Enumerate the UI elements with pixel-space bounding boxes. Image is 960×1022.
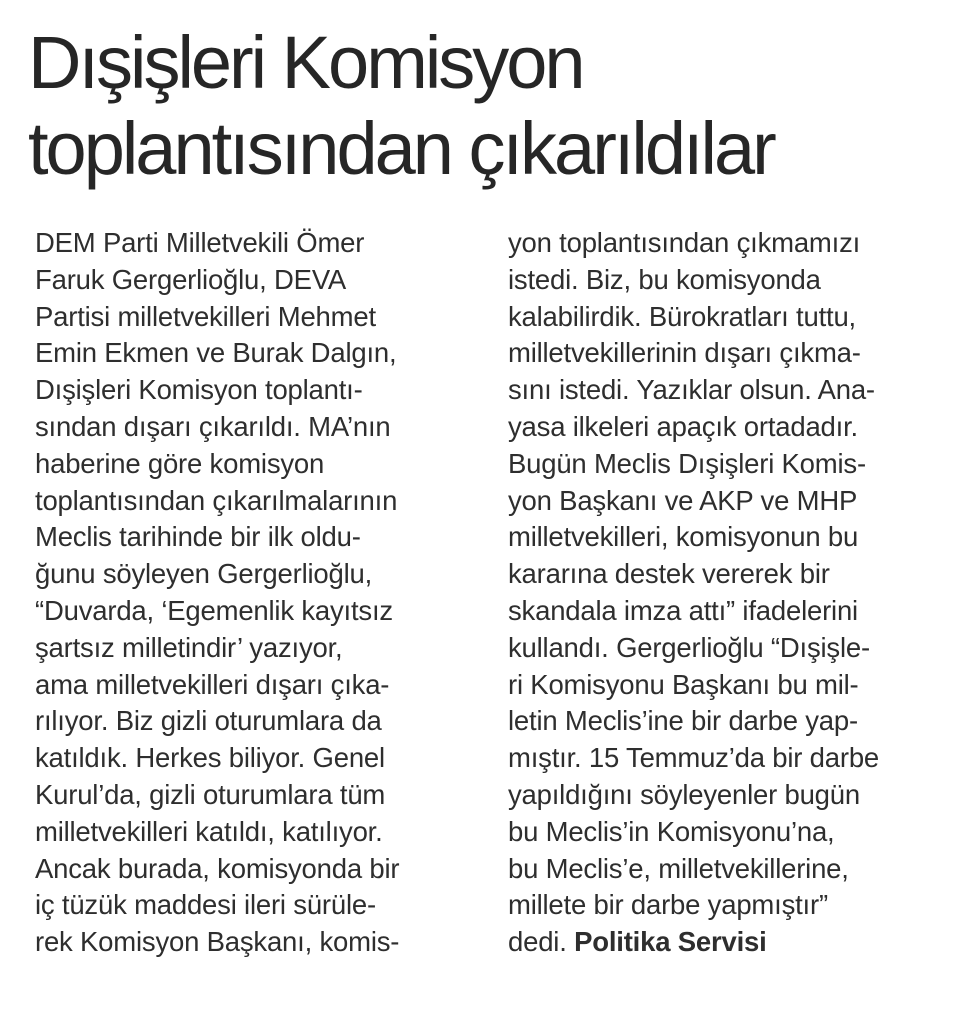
body-line: ğunu söyleyen Gergerlioğlu, — [35, 558, 373, 590]
body-line: skandala imza attı” ifadelerini — [508, 594, 858, 626]
body-line: milletvekilleri katıldı, katılıyor. — [35, 815, 383, 847]
body-line: mıştır. 15 Temmuz’da bir darbe — [508, 742, 880, 774]
body-line: şartsız milletindir’ yazıyor, — [35, 631, 343, 663]
body-line: DEM Parti Milletvekili Ömer — [35, 227, 365, 258]
body-line: rılıyor. Biz gizli oturumlara da — [35, 705, 382, 737]
headline-line-1: Dışişleri Komisyon — [28, 21, 583, 104]
headline-line-2: toplantısından çıkarıldılar — [28, 107, 774, 190]
body-line: milletvekillerinin dışarı çıkma- — [508, 337, 861, 369]
body-line: bu Meclis’in Komisyonu’na, — [508, 815, 835, 847]
body-line: Bugün Meclis Dışişleri Komis- — [508, 447, 866, 479]
body-line: kararına destek vererek bir — [508, 558, 830, 590]
body-line: ri Komisyonu Başkanı bu mil- — [508, 668, 859, 700]
body-line: Ancak burada, komisyonda bir — [35, 852, 400, 884]
body-line: Dışişleri Komisyon toplantı- — [35, 374, 363, 406]
body-line: Kurul’da, gizli oturumlara tüm — [35, 778, 386, 810]
closing-text: dedi. — [508, 926, 567, 958]
body-line: kullandı. Gergerlioğlu “Dışişle- — [508, 631, 870, 663]
body-line: sını istedi. Yazıklar olsun. Ana- — [508, 374, 875, 406]
body-line: toplantısından çıkarılmalarının — [35, 484, 398, 516]
body-line: istedi. Biz, bu komisyonda — [508, 263, 821, 295]
article-headline — [28, 20, 948, 192]
body-line: iç tüzük maddesi ileri sürüle- — [35, 889, 376, 921]
body-line: yapıldığını söyleyenler bugün — [508, 778, 860, 810]
article-body-left-column — [35, 225, 475, 961]
body-line: millete bir darbe yapmıştır” — [508, 889, 828, 921]
body-line: letin Meclis’ine bir darbe yap- — [508, 705, 858, 737]
body-line: “Duvarda, ‘Egemenlik kayıtsız — [35, 594, 393, 626]
body-line: Faruk Gergerlioğlu, DEVA — [35, 263, 347, 295]
body-line: yasa ilkeleri apaçık ortadadır. — [508, 410, 858, 442]
body-line: ama milletvekilleri dışarı çıka- — [35, 668, 390, 700]
body-line: Emin Ekmen ve Burak Dalgın, — [35, 337, 397, 369]
body-line: Partisi milletvekilleri Mehmet — [35, 300, 376, 332]
body-line: bu Meclis’e, milletvekillerine, — [508, 852, 849, 884]
body-line: kalabilirdik. Bürokratları tuttu, — [508, 300, 856, 332]
body-line: milletvekilleri, komisyonun bu — [508, 521, 859, 553]
body-line: yon Başkanı ve AKP ve MHP — [508, 484, 858, 516]
body-line: yon toplantısından çıkmamızı — [508, 227, 861, 258]
body-line: Meclis tarihinde bir ilk oldu- — [35, 521, 361, 553]
body-line: rek Komisyon Başkanı, komis- — [35, 926, 400, 958]
closing-line — [508, 924, 938, 961]
body-line: katıldık. Herkes biliyor. Genel — [35, 742, 385, 774]
byline: Politika Servisi — [574, 926, 767, 958]
body-line: haberine göre komisyon — [35, 447, 325, 479]
body-line: sından dışarı çıkarıldı. MA’nın — [35, 410, 391, 442]
article-body-right-column — [508, 225, 938, 961]
